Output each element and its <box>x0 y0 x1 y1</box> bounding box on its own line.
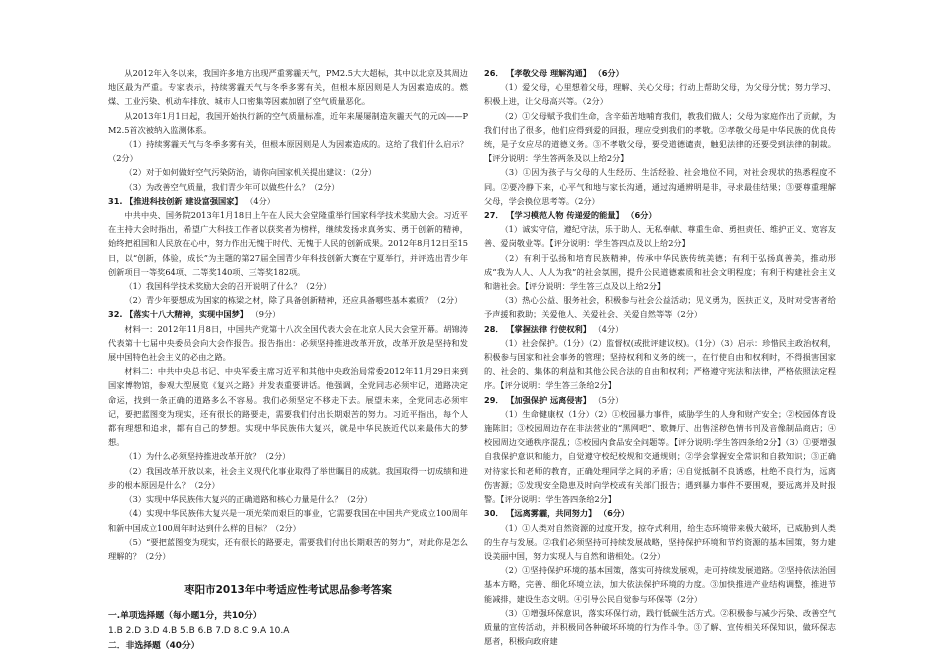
section-28-title: 【掌握法律 行使权利】 <box>506 323 591 334</box>
section-32-heading <box>108 307 468 321</box>
section-29-title: 【加强保护 远离侵害】 <box>506 394 591 405</box>
section-32-number: 32. <box>108 309 123 320</box>
section-26-score: （6分） <box>593 68 624 78</box>
section-28-score: （4分） <box>593 323 624 334</box>
section-26-title: 【孝敬父母 理解沟通】 <box>506 68 591 78</box>
question-32-4: （4）实现中华民族伟大复兴是一项光荣而艰巨的事业，它需要我国在中国共产党成立100周年和新中国成立100周年时达到什么样的目标？（2分） <box>108 508 468 533</box>
right-column <box>484 66 836 648</box>
background-paragraph-1: 从2012年入冬以来，我国许多地方出现严重雾霾天气，PM2.5大大超标，其中以北京及其周边地区最为严重。专家表示，持续雾霾天气与冬季多雾有关，但根本原因则是人为因素造成的。燃煤、工业污染、机动车排放、城市人口密集等因素加剧了空气质量恶化。 <box>108 68 468 107</box>
answer-30-1: （1）①人类对自然资源的过度开发，掠夺式利用，给生态环境带来极大破坏，已威胁到人类的生存与发展。②我们必须坚持可持续发展战略，坚持保护环境和节约资源的基本国策，努力建设美丽中国，努力实现人与自然和谐相处。（2分） <box>484 522 836 561</box>
question-31-2: （2）青少年要想成为国家的栋梁之材，除了具备创新精神，还应具备哪些基本素质？（2分） <box>124 295 463 306</box>
answer-29-1: （1）生命健康权（1分）（2）①校园暴力事件，威胁学生的人身和财产安全；②校园体育设施陈旧；③校园周边存在非法营业的“黑网吧”、歌舞厅、出售淫秽色情书刊及音像制品商店；④校园周边交通秩序混乱；⑤校园内食品安全问题等。【评分说明:学生答四条给2分】（3）①要增强自我保护意识和能力，自觉遵守校纪校规和交通规则；②学会掌握安全常识和自救知识；③正确对待家长和老师的教育，正确处理同学之间的矛盾；④自觉抵制不良诱惑，杜绝不良行为，远离伤害源；⑤发现安全隐患及时向学校或有关部门报告；遇到暴力事件不要围观，要远离并及时报警。【评分说明：学生答四条给2分】 <box>484 408 836 505</box>
part-1-answers: 1.B 2.D 3.D 4.B 5.B 6.B 7.D 8.C 9.A 10.A <box>108 626 290 637</box>
question-32-1: （1）为什么必须坚持推进改革开放？（2分） <box>124 451 291 462</box>
section-28-heading <box>484 322 836 336</box>
answer-27-3: （3）热心公益、服务社会，积极参与社会公益活动；见义勇为，医扶正义，及时对受害者给予声援和救助；关爱他人、关爱社会、关爱自然等等（2分） <box>484 295 836 320</box>
section-31-number: 31. <box>108 195 123 206</box>
left-column <box>108 66 468 654</box>
answer-26-1: （1）爱父母，心里想着父母，理解、关心父母；行动上帮助父母，为父母分忧；努力学习、积极上进，让父母高兴等。（2分） <box>484 82 836 107</box>
section-27-title: 【学习模范人物 传递爱的能量】 <box>506 210 624 221</box>
answer-27-1: （1）诚实守信，遵纪守法，乐于助人、无私奉献、尊重生命、勇担责任、维护正义、宽容友善、爱岗敬业等。【评分说明：学生答四点及以上给2分】 <box>484 224 836 249</box>
section-32-title: 【落实十八大精神，实现中国梦】 <box>125 309 248 320</box>
answer-26-3: （3）①因为孩子与父母的人生经历、生活经验、社会地位不同，对社会现状的热悉程度不同。②要冷静下来，心平气和地与家长沟通，通过沟通辨明是非，寻求最佳结果；③要尊重理解父母，学会换位思考等。（2分） <box>484 167 836 206</box>
section-31-heading <box>108 194 468 208</box>
section-26-number: 26． <box>484 68 504 78</box>
question-30-2: （2）对于如何做好空气污染防治，请你向国家机关提出建议：（2分） <box>124 167 377 178</box>
part-1-title: 一.单项选择题（每小题1分，共10分） <box>108 611 262 622</box>
section-32-material-2: 材料二：中共中央总书记、中央军委主席习近平和其他中央政治局常委2012年11月29日来到国家博物馆，参观大型展览《复兴之路》并发表重要讲话。他强调，全党同志必须牢记，道路决定命运，找到一条正确的道路多么不容易。我们必须坚定不移走下去。展望未来，全党同志必须牢记，要把蓝图变为现实，还有很长的路要走，需要我们付出长期艰苦的努力。习近平指出，每个人都有理想和追求，都有自己的梦想。实现中华民族伟大复兴，就是中华民族近代以来最伟大的梦想。 <box>108 366 468 448</box>
answer-30-2: （2）①坚持保护环境的基本国策，落实可持续发展观，走可持续发展道路。②坚持依法治国基本方略，完善、细化环境立法，加大依法保护环境的力度。③加快推进产业结构调整，推进节能减排，建设生态文明。④引导公民自觉参与环保等（2分） <box>484 565 836 604</box>
question-30-3: （3）为改善空气质量，我们青少年可以做些什么？（2分） <box>124 181 340 192</box>
section-28-number: 28． <box>484 323 504 334</box>
answer-key-title: 枣阳市2013年中考适应性考试思品参考答案 <box>184 584 392 597</box>
section-27-score: （6分） <box>626 210 657 221</box>
section-30-score: （6分） <box>598 508 630 519</box>
section-26-heading <box>484 66 836 80</box>
question-30-1: （1）持续雾霾天气与冬季多雾有关，但根本原因则是人为因素造成的。这给了我们什么启示？（2分） <box>108 139 468 164</box>
section-30-number: 30． <box>484 508 504 519</box>
section-31-score: （4分） <box>245 195 275 206</box>
section-31-material: 中共中央、国务院2013年1月18日上午在人民大会堂隆重举行国家科学技术奖励大会。习近平在主持大会时指出，希望广大科技工作者以获奖者为榜样，继续发扬求真务实、勇于创新的精神，始终把祖国和人民放在心中，努力作出无愧于时代、无愧于人民的创新成果。2012年8月12日至15日，以“创新，体验，成长”为主题的第27届全国青少年科技创新大赛在宁夏举行，并评选出青少年创新项目一等奖64项、二等奖140项、三等奖182项。 <box>108 210 468 277</box>
section-31-title: 【推进科技创新 建设富强国家】 <box>125 195 243 206</box>
question-31-1: （1）我国科学技术奖励大会的召开说明了什么？（2分） <box>124 281 332 292</box>
answer-30-3: （3）①增强环保意识，落实环保行动，践行低碳生活方式。②积极参与减少污染、改善空气质量的宣传活动，并积极同各种破坏环境的行为作斗争。③了解、宣传相关环保知识，做环保志愿者，积极向政府建 <box>484 607 836 647</box>
background-paragraph-2: 从2013年1月1日起，我国开始执行新的空气质量标准，近年来屡屡制造灰霾天气的元凶——PM2.5首次被纳入监测体系。 <box>108 110 468 135</box>
section-32-score: （9分） <box>250 309 281 320</box>
section-27-heading <box>484 208 836 222</box>
question-32-2: （2）我国改革开放以来，社会主义现代化事业取得了举世瞩目的成就。我国取得一切成绩和进步的根本原因是什么？（2分） <box>108 465 468 490</box>
section-32-material-1: 材料一：2012年11月8日，中国共产党第十八次全国代表大会在北京人民大会堂开幕。胡锦涛代表第十七届中央委员会向大会作报告。报告指出：必须坚持推进改革开放，改革开放是坚持和发展中国特色社会主义的必由之路。 <box>108 323 468 363</box>
answer-26-2: （2）①父母赋予我们生命，含辛茹苦地哺育我们，教我们做人；父母为家庭作出了贡献，为我们付出了很多，他们应得到爱的回报，理应受到我们的孝敬。②孝敬父母是中华民族的优良传统，是子女应尽的道德义务。③不孝敬父母，要受道德谴责，触犯法律的还要受到法律的制裁。【评分说明：学生答两条及以上给2分】 <box>484 110 836 164</box>
question-32-5: （5）“要把蓝图变为现实，还有很长的路要走，需要我们付出长期艰苦的努力”，对此你是怎么理解的？（2分） <box>108 536 468 561</box>
part-2-title: 二．非选择题（40分） <box>108 641 200 652</box>
section-30-heading <box>484 506 836 520</box>
section-29-number: 29． <box>484 394 504 405</box>
answer-27-2: （2）有利于弘扬和培育民族精神，传承中华民族传统美德；有利于弘扬真善美，推动形成“我为人人、人人为我”的社会氛围，提升公民道德素质和社会文明程度；有利于构建社会主义和谐社会。【评分说明：学生答三点及以上给2分】 <box>484 252 836 292</box>
section-30-title: 【远离雾霾，共同努力】 <box>506 508 597 519</box>
answer-28-1: （1）社会保护。（1分）（2）监督权(或批评建议权)。（1分）（3）启示：珍惜民主政治权利，积极参与国家和社会事务的管理；坚持权利和义务的统一，在行使自由和权利时，不得损害国家的、社会的、集体的利益和其他公民合法的自由和权利；严格遵守宪法和法律，严格依照法定程序。【评分说明：学生答三条给2分】 <box>484 337 836 391</box>
question-32-3: （3）实现中华民族伟大复兴的正确道路和核心力量是什么？（2分） <box>124 494 373 505</box>
section-29-heading <box>484 393 836 407</box>
section-29-score: （5分） <box>593 394 624 405</box>
section-27-number: 27． <box>484 210 504 221</box>
